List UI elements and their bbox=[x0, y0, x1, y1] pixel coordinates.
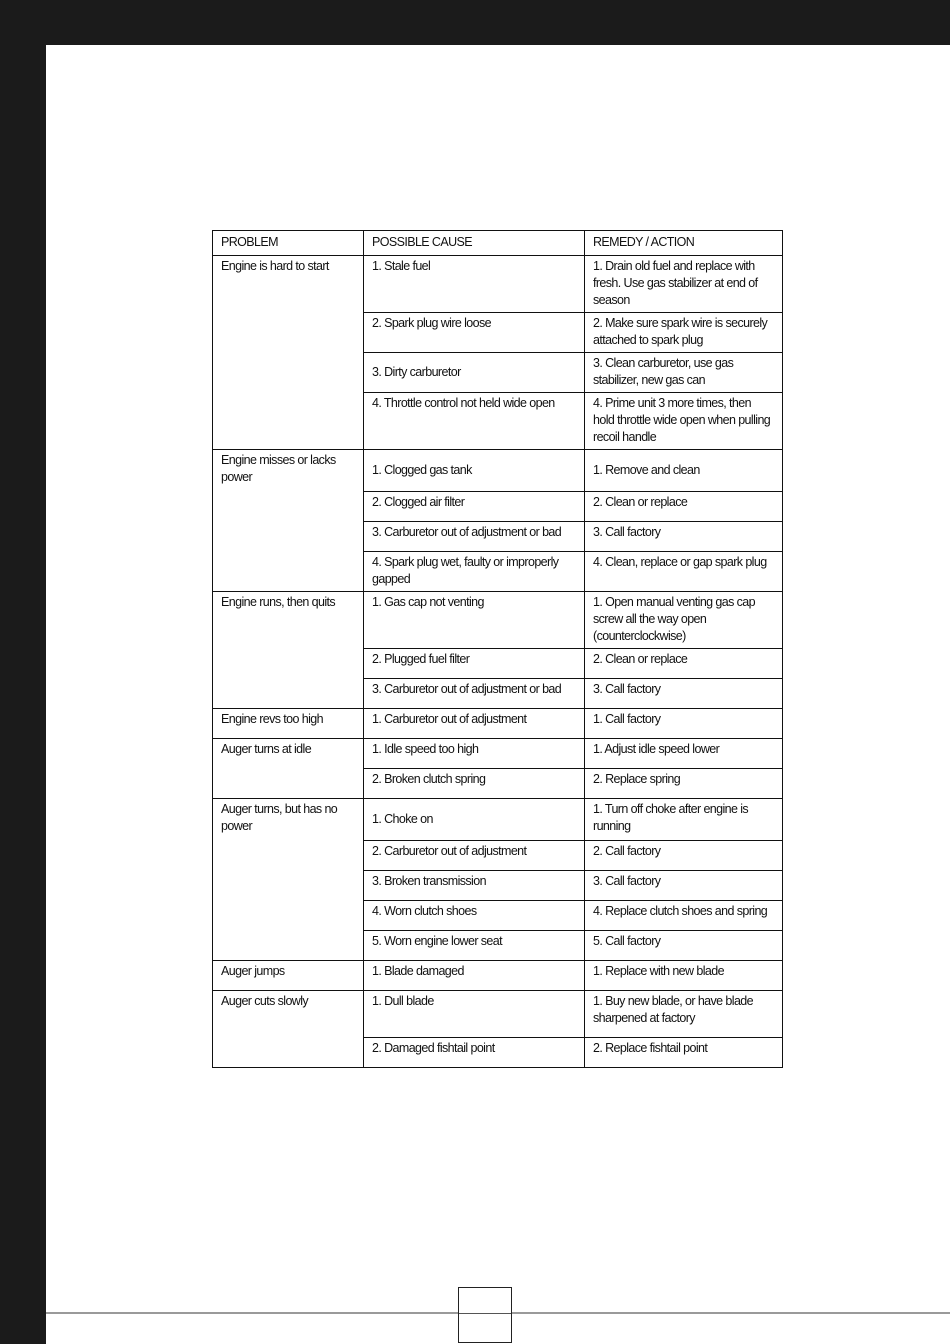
cause-cell: 2. Broken clutch spring bbox=[364, 769, 585, 799]
cause-cell: 1. Choke on bbox=[364, 799, 585, 841]
cause-cell: 3. Dirty carburetor bbox=[364, 353, 585, 393]
problem-cell: Engine misses or lacks power bbox=[213, 450, 364, 592]
remedy-cell: 1. Remove and clean bbox=[585, 450, 783, 492]
cause-cell: 4. Worn clutch shoes bbox=[364, 901, 585, 931]
remedy-cell: 1. Turn off choke after engine is running bbox=[585, 799, 783, 841]
remedy-cell: 1. Buy new blade, or have blade sharpened at factory bbox=[585, 991, 783, 1038]
problem-cell: Engine revs too high bbox=[213, 709, 364, 739]
cause-cell: 1. Idle speed too high bbox=[364, 739, 585, 769]
remedy-cell: 1. Adjust idle speed lower bbox=[585, 739, 783, 769]
remedy-cell: 5. Call factory bbox=[585, 931, 783, 961]
table-row bbox=[213, 991, 783, 1038]
cause-cell: 1. Dull blade bbox=[364, 991, 585, 1038]
remedy-cell: 1. Drain old fuel and replace with fresh. Use gas stabilizer at end of season bbox=[585, 256, 783, 313]
cause-cell: 1. Carburetor out of adjustment bbox=[364, 709, 585, 739]
remedy-cell: 2. Call factory bbox=[585, 841, 783, 871]
remedy-cell: 1. Open manual venting gas cap screw all the way open (counterclockwise) bbox=[585, 592, 783, 649]
remedy-cell: 4. Replace clutch shoes and spring bbox=[585, 901, 783, 931]
table-row bbox=[213, 256, 783, 313]
cause-cell: 2. Damaged fishtail point bbox=[364, 1038, 585, 1068]
cause-cell: 3. Carburetor out of adjustment or bad bbox=[364, 679, 585, 709]
remedy-cell: 2. Replace fishtail point bbox=[585, 1038, 783, 1068]
table-row bbox=[213, 799, 783, 841]
cause-cell: 1. Stale fuel bbox=[364, 256, 585, 313]
problem-cell: Auger turns, but has no power bbox=[213, 799, 364, 961]
left-dark-border bbox=[0, 0, 46, 1344]
cause-cell: 2. Clogged air filter bbox=[364, 492, 585, 522]
table-row bbox=[213, 961, 783, 991]
problem-cell: Auger jumps bbox=[213, 961, 364, 991]
remedy-cell: 2. Clean or replace bbox=[585, 492, 783, 522]
remedy-cell: 3. Call factory bbox=[585, 871, 783, 901]
cause-cell: 3. Broken transmission bbox=[364, 871, 585, 901]
remedy-cell: 1. Call factory bbox=[585, 709, 783, 739]
cause-cell: 2. Spark plug wire loose bbox=[364, 313, 585, 353]
cause-cell: 2. Plugged fuel filter bbox=[364, 649, 585, 679]
remedy-cell: 2. Clean or replace bbox=[585, 649, 783, 679]
top-dark-border bbox=[0, 0, 950, 45]
table-row bbox=[213, 739, 783, 769]
cause-cell: 4. Throttle control not held wide open bbox=[364, 393, 585, 450]
page-number-box-divider bbox=[459, 1313, 511, 1314]
troubleshooting-table bbox=[212, 230, 783, 1068]
cause-cell: 5. Worn engine lower seat bbox=[364, 931, 585, 961]
table-row bbox=[213, 709, 783, 739]
problem-cell: Auger turns at idle bbox=[213, 739, 364, 799]
remedy-cell: 4. Prime unit 3 more times, then hold throttle wide open when pulling recoil handle bbox=[585, 393, 783, 450]
remedy-cell: 1. Replace with new blade bbox=[585, 961, 783, 991]
problem-cell: Auger cuts slowly bbox=[213, 991, 364, 1068]
table-body bbox=[213, 256, 783, 1068]
cause-cell: 1. Blade damaged bbox=[364, 961, 585, 991]
table-row bbox=[213, 450, 783, 492]
cause-cell: 4. Spark plug wet, faulty or improperly gapped bbox=[364, 552, 585, 592]
cause-cell: 3. Carburetor out of adjustment or bad bbox=[364, 522, 585, 552]
document-page bbox=[46, 45, 950, 1344]
table-header-row bbox=[213, 231, 783, 256]
remedy-cell: 2. Make sure spark wire is securely attached to spark plug bbox=[585, 313, 783, 353]
table-row bbox=[213, 592, 783, 649]
header-remedy-action: REMEDY / ACTION bbox=[585, 231, 783, 256]
page-number-box bbox=[458, 1287, 512, 1343]
cause-cell: 2. Carburetor out of adjustment bbox=[364, 841, 585, 871]
header-possible-cause: POSSIBLE CAUSE bbox=[364, 231, 585, 256]
cause-cell: 1. Clogged gas tank bbox=[364, 450, 585, 492]
remedy-cell: 3. Call factory bbox=[585, 679, 783, 709]
problem-cell: Engine is hard to start bbox=[213, 256, 364, 450]
problem-cell: Engine runs, then quits bbox=[213, 592, 364, 709]
remedy-cell: 3. Call factory bbox=[585, 522, 783, 552]
remedy-cell: 3. Clean carburetor, use gas stabilizer, new gas can bbox=[585, 353, 783, 393]
remedy-cell: 2. Replace spring bbox=[585, 769, 783, 799]
header-problem: PROBLEM bbox=[213, 231, 364, 256]
cause-cell: 1. Gas cap not venting bbox=[364, 592, 585, 649]
remedy-cell: 4. Clean, replace or gap spark plug bbox=[585, 552, 783, 592]
